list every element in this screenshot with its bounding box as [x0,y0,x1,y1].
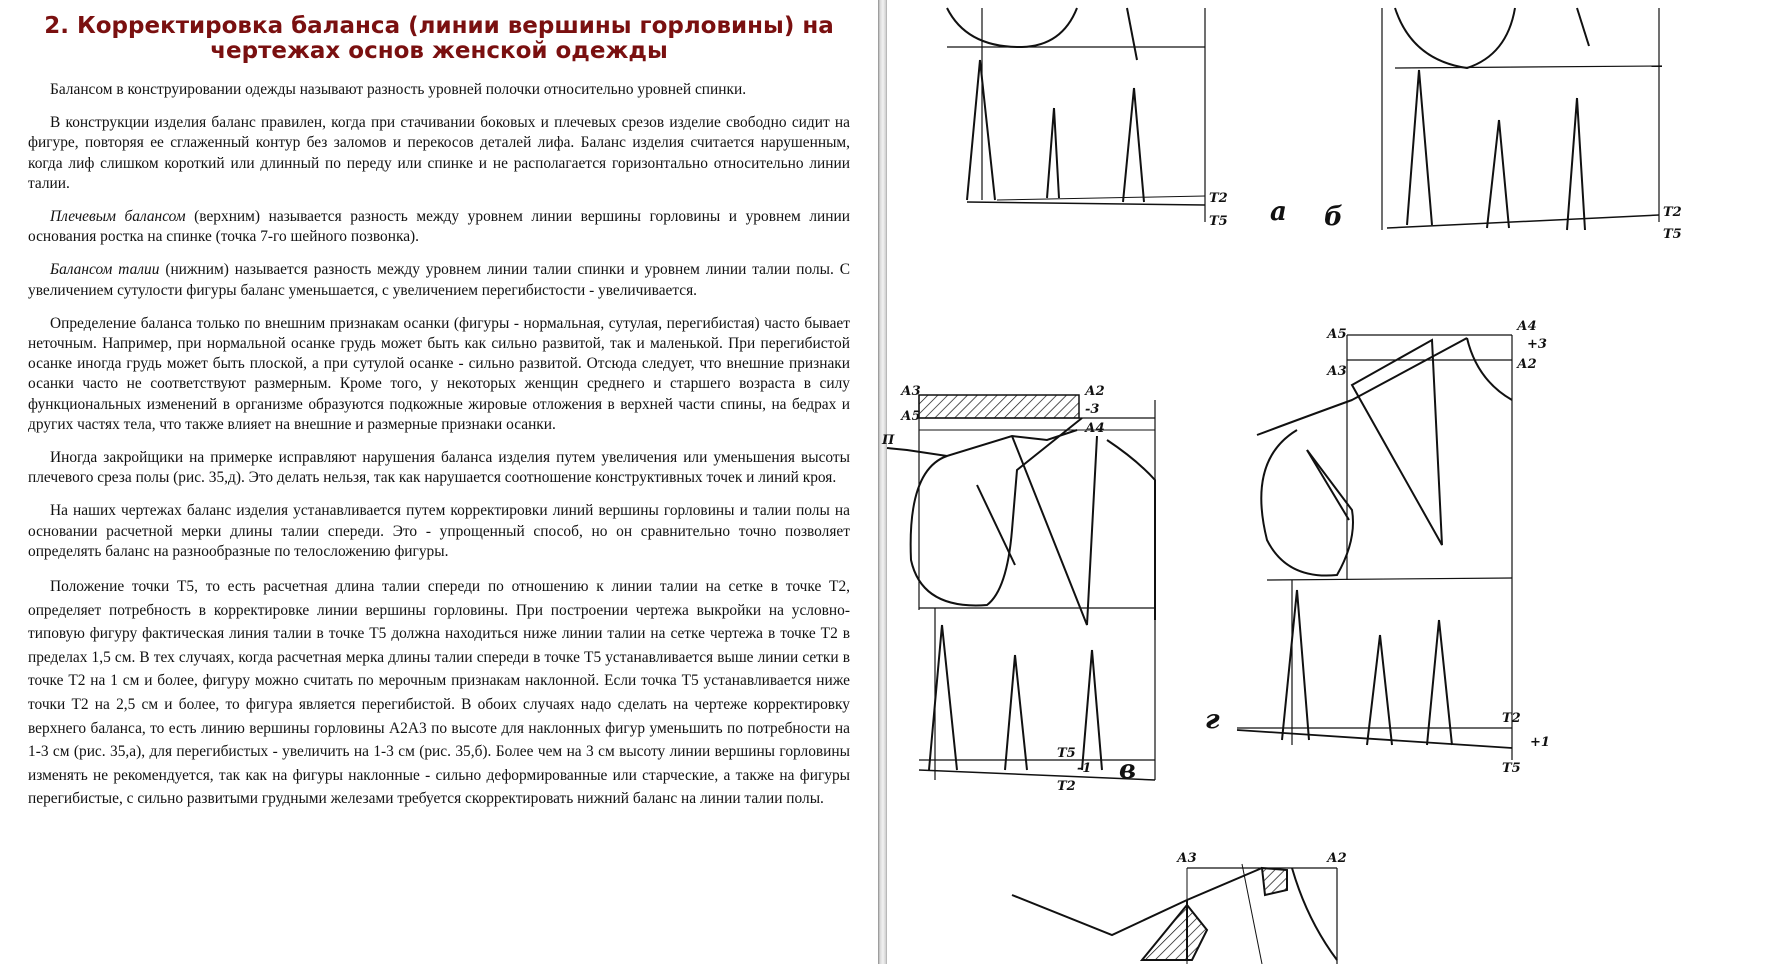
label-plus1: +1 [1530,735,1550,750]
label-plus3: +3 [1527,337,1547,352]
paragraph-balance-definition: Балансом в конструировании одежды называют разность уровней полочки относительно уровней спинки. [50,81,747,98]
label-fig-v: в [1119,755,1137,785]
text-waist-balance: (нижним) называется разность между уровнем линии талии спинки и уровнем линии талии полы. С увеличением сутулости фигуры баланс уменьшается, с увеличением перегибистости - увеличивается. [28,261,850,299]
label-a2-v: А2 [1085,384,1105,399]
draft-d [1012,851,1347,964]
paragraph-shoulder-balance [28,207,850,247]
label-a4-g: А4 [1517,319,1537,334]
label-fig-b: б [1324,202,1343,232]
label-minus1: -1 [1077,761,1092,776]
label-t2-b: Т2 [1663,205,1682,220]
label-a2-d: А2 [1327,851,1347,866]
label-t5-b: Т5 [1663,227,1682,242]
paragraph-waist-balance [28,260,850,300]
label-a3-g: А3 [1327,364,1347,379]
label-t5-g: Т5 [1502,761,1521,776]
label-a3-v: А3 [901,384,921,399]
draft-a [947,8,1287,229]
paragraph-fitting: Иногда закройщики на примерке исправляют нарушения баланса изделия путем увеличения или уменьшения высоты плечевого среза полы (рис. 35,д). Это делать нельзя, так как нарушается соотношение конструктивных точек и линий кроя. [28,449,850,487]
label-fig-g: г [1205,705,1220,735]
page-divider [878,0,887,964]
label-t5-v: Т5 [1057,746,1076,761]
figure-page [882,0,1775,964]
page-title: 2. Корректировка баланса (линии вершины горловины) на чертежах основ женской одежды [44,13,834,64]
term-shoulder-balance: Плечевым балансом [50,208,186,226]
article-body [28,80,850,811]
label-a2-g: А2 [1517,357,1537,372]
label-t2-g: Т2 [1502,711,1521,726]
label-a3-d: А3 [1177,851,1197,866]
label-p: П [882,433,895,448]
pattern-drafts-figure [882,0,1775,964]
draft-g [1205,319,1550,776]
label-t2-v: Т2 [1057,779,1076,794]
paragraph-posture: Определение баланса только по внешним признакам осанки (фигуры - нормальная, сутулая, перегибистая) часто бывает неточным. Например, при нормальной осанке грудь может быть как сильно развитой, так и маленькой. При перегибистой осанке иногда грудь может быть плоской, а при сутулой осанке - сильно развитой. Отсюда следует, что внешние признаки осанки часто не соответствуют размерным. Кроме того, у некоторых женщин среднего и старшего возраста в силу функциональных изменений в организме образуются подкожные жировые отложения в верхней части спины, на бедрах и других частях тела, что также влияет на внешние и размерные признаки осанки. [28,314,850,433]
label-a5-g: А5 [1327,327,1347,342]
text-page [0,0,878,964]
text-shoulder-balance: (верхним) называется разность между уровнем линии вершины горловины и уровнем линии основания ростка на спинке (точка 7-го шейного позвонка). [28,208,850,246]
draft-v [881,384,1155,794]
term-waist-balance: Балансом талии [50,261,160,279]
label-minus3: -3 [1085,402,1100,417]
paragraph-point-t5: Положение точки Т5, то есть расчетная длина талии спереди по отношению к линии талии на сетке в точке Т2, определяет потребность в корректировке линии вершины горловины. При построении чертежа выкройки на условно-типовую фигуру фактическая линия талии в точке Т5 должна находиться ниже линии талии на сетке чертежа в точке Т2 в пределах 1,5 см. В тех случаях, когда расчетная мерка длины талии спереди в точке Т5 устанавливается выше линии сетки в точке Т2 на 1 см и более, фигуру можно считать по мерочным признакам наклонной. Если точка Т5 устанавливается ниже точки Т2 на 2,5 см и более, то фигура является перегибистой. В обоих случаях надо сделать на чертеже корректировку верхнего баланса, то есть линию вершины горловины А2А3 по высоте для наклонных фигур уменьшить по потребности на 1-3 см (рис. 35,а), для перегибистых - увеличить на 1-3 см (рис. 35,б). Более чем на 3 см высоту линии вершины горловины изменять не рекомендуется, так как на фигуры наклонные - сильно деформированные или старческие, а также на фигуры перегибистые, с сильно развитыми грудными железами требуется скорректировать нижний баланс на линии талии полы. [28,578,850,808]
draft-b [1324,8,1682,242]
paragraph-drafts: На наших чертежах баланс изделия устанавливается путем корректировки линий вершины горловины и талии полы на основании расчетной мерки длины талии спереди. Это - упрощенный способ, но он сравнительно точно позволяет определять баланс на разнообразные по телосложению фигуры. [28,502,850,560]
paragraph-balance-correct: В конструкции изделия баланс правилен, когда при стачивании боковых и плечевых срезов изделие свободно сидит на фигуре, повторяя ее сглаженный контур без заломов и перекосов деталей лифа. Баланс изделия считается нарушенным, когда лиф слишком короткий или длинный по переду или спинке и не располагается горизонтально относительно линии талии. [28,114,850,192]
label-fig-a: а [1270,197,1287,227]
label-t5-a: Т5 [1209,214,1228,229]
label-a4-v: А4 [1085,421,1105,436]
label-t2-a: Т2 [1209,191,1228,206]
label-a5-v: А5 [901,409,921,424]
